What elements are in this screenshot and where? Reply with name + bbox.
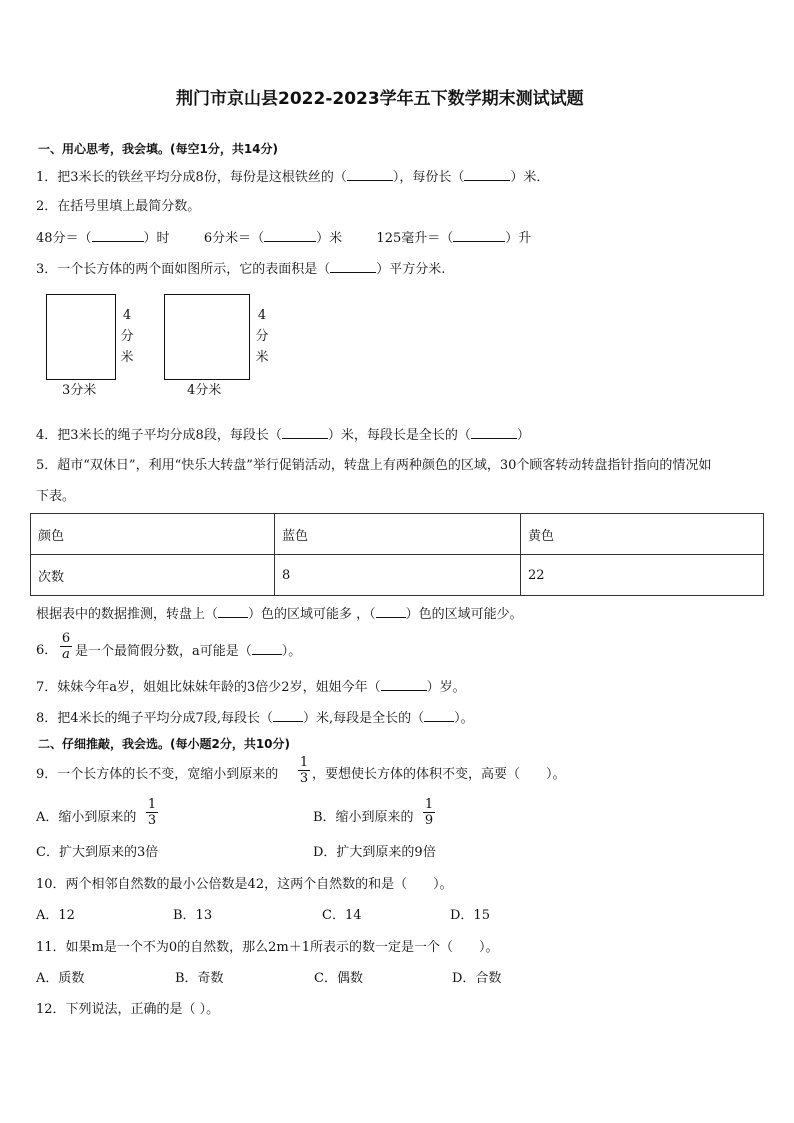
question-10 xyxy=(36,878,453,891)
conversion-item: 6分米＝（ xyxy=(203,231,265,246)
question-number: 1． xyxy=(36,170,58,185)
option-d[interactable]: D．扩大到原来的9倍 xyxy=(313,845,436,860)
section-1-heading: 一、用心思考，我会填。(每空1分，共14分) xyxy=(38,142,279,156)
question-text: 超市“双休日”，利用“快乐大转盘”举行促销活动，转盘上有两种颜色的区域，30个顾客转动转盘指针指向的情况如 xyxy=(57,458,712,473)
question-text: 一个长方体的长不变，宽缩小到原来的 xyxy=(57,767,279,782)
question-text: ）米,每段是全长的（ xyxy=(302,711,425,726)
answer-blank[interactable] xyxy=(218,607,248,618)
table-cell: 黄色 xyxy=(521,514,764,555)
table-cell: 次数 xyxy=(31,555,275,596)
table-cell: 22 xyxy=(521,555,764,596)
question-text: 把3米长的绳子平均分成8段，每段长（ xyxy=(57,428,282,443)
question-3 xyxy=(36,262,445,276)
answer-blank[interactable] xyxy=(376,607,406,618)
answer-blank[interactable] xyxy=(264,231,316,242)
question-11 xyxy=(36,941,499,954)
option-a[interactable]: A．缩小到原来的 xyxy=(36,810,137,825)
answer-blank[interactable] xyxy=(381,680,427,691)
right-height-label: 4 分 米 xyxy=(255,308,269,365)
question-text: 下列说法，正确的是（ ）。 xyxy=(65,1002,220,1017)
question-text: ）色的区域可能多 ，（ xyxy=(248,607,376,622)
option-a[interactable]: A．12 xyxy=(36,908,75,923)
rectangle-face-right xyxy=(164,294,250,380)
question-8 xyxy=(36,711,474,725)
question-text: 把3米长的铁丝平均分成8份，每份是这根铁丝的（ xyxy=(57,170,347,185)
answer-blank[interactable] xyxy=(252,644,282,655)
question-5 xyxy=(36,459,711,472)
answer-blank[interactable] xyxy=(453,231,505,242)
question-text: 一个长方体的两个面如图所示，它的表面积是（ xyxy=(57,262,331,277)
option-d[interactable]: D．合数 xyxy=(452,971,502,986)
question-2-items xyxy=(36,231,531,245)
question-text: ）米． xyxy=(510,170,550,185)
fraction-6-over-a: $\frac{6}{a}$ xyxy=(61,631,71,662)
question-number: 9． xyxy=(36,767,58,782)
option-b[interactable]: B．缩小到原来的 xyxy=(313,810,414,825)
option-a[interactable]: A．质数 xyxy=(36,971,85,986)
option-b[interactable]: B．13 xyxy=(173,908,213,923)
question-text: ，要想使长方体的体积不变，高要（ xyxy=(312,767,521,782)
option-b-fraction: $\frac{1}{9}$ xyxy=(424,797,434,828)
question-number: 3． xyxy=(36,262,58,277)
left-width-label: 3分米 xyxy=(62,383,97,398)
question-number: 10． xyxy=(36,877,66,892)
question-5-followup xyxy=(36,607,523,621)
conversion-item: 48分＝（ xyxy=(36,231,92,246)
option-b[interactable]: B．奇数 xyxy=(175,971,224,986)
answer-blank[interactable] xyxy=(424,711,454,722)
question-7 xyxy=(36,680,466,694)
conversion-unit: ）米 xyxy=(316,231,343,246)
question-9-part-2 xyxy=(312,768,566,781)
question-number: 12． xyxy=(36,1002,66,1017)
right-width-label: 4分米 xyxy=(187,383,222,398)
conversion-item: 125毫升＝（ xyxy=(376,231,454,246)
question-text: 如果m是一个不为0的自然数，那么2m＋1所表示的数一定是一个（ ）。 xyxy=(65,940,499,955)
question-number: 2． xyxy=(36,199,58,214)
question-text: 根据表中的数据推测，转盘上（ xyxy=(36,607,219,622)
data-table xyxy=(30,513,764,596)
answer-blank[interactable] xyxy=(471,428,517,439)
question-2 xyxy=(36,200,200,213)
question-text: 两个相邻自然数的最小公倍数是42，这两个自然数的和是（ ）。 xyxy=(65,877,453,892)
question-text: ）。 xyxy=(546,767,566,782)
question-9-part-1 xyxy=(36,768,278,781)
question-text: ）岁。 xyxy=(426,680,466,695)
option-c[interactable]: C．扩大到原来的3倍 xyxy=(36,845,159,860)
question-12 xyxy=(36,1003,219,1016)
question-5-line-2: 下表。 xyxy=(36,489,76,504)
table-cell: 蓝色 xyxy=(275,514,521,555)
question-number: 11． xyxy=(36,940,66,955)
conversion-unit: ）升 xyxy=(505,231,532,246)
question-text: ），每份长（ xyxy=(392,170,465,185)
question-text: 在括号里填上最简分数。 xyxy=(57,199,201,214)
answer-blank[interactable] xyxy=(92,231,144,242)
option-c[interactable]: C．14 xyxy=(322,908,362,923)
question-1 xyxy=(36,170,549,184)
question-6-number: 6． xyxy=(36,643,58,658)
table-row xyxy=(31,555,764,596)
question-text: 是一个最简假分数，a可能是（ xyxy=(75,644,252,659)
conversion-unit: ）时 xyxy=(143,231,170,246)
question-number: 7． xyxy=(36,680,58,695)
answer-blank[interactable] xyxy=(464,170,510,181)
question-text: 妹妹今年a岁，姐姐比妹妹年龄的3倍少2岁，姐姐今年（ xyxy=(57,680,381,695)
question-text: 把4米长的绳子平均分成7段,每段长（ xyxy=(57,711,273,726)
table-cell: 8 xyxy=(275,555,521,596)
option-d[interactable]: D．15 xyxy=(450,908,490,923)
question-number: 4． xyxy=(36,428,58,443)
question-4 xyxy=(36,428,530,442)
answer-blank[interactable] xyxy=(273,711,303,722)
fraction-one-third: $\frac{1}{3}$ xyxy=(299,755,309,786)
question-text: ） xyxy=(516,428,530,443)
question-6 xyxy=(75,644,301,658)
left-height-label: 4 分 米 xyxy=(120,308,134,365)
question-text: ）色的区域可能少。 xyxy=(405,607,523,622)
question-text: ）。 xyxy=(281,644,302,659)
question-number: 5． xyxy=(36,458,58,473)
page-title: 荆门市京山县2022-2023学年五下数学期末测试试题 xyxy=(176,89,584,109)
answer-blank[interactable] xyxy=(347,170,393,181)
question-text: ）平方分米. xyxy=(376,262,446,277)
table-row xyxy=(31,514,764,555)
table-cell: 颜色 xyxy=(31,514,275,555)
option-a-fraction: $\frac{1}{3}$ xyxy=(147,797,157,828)
question-text: ）。 xyxy=(454,711,474,726)
question-text: ）米，每段长是全长的（ xyxy=(327,428,471,443)
section-2-heading: 二、仔细推敲，我会选。(每小题2分，共10分) xyxy=(38,737,291,751)
rectangle-face-left xyxy=(46,294,116,380)
answer-blank[interactable] xyxy=(282,428,328,439)
answer-blank[interactable] xyxy=(330,262,376,273)
question-number: 8． xyxy=(36,711,58,726)
option-c[interactable]: C．偶数 xyxy=(314,971,363,986)
